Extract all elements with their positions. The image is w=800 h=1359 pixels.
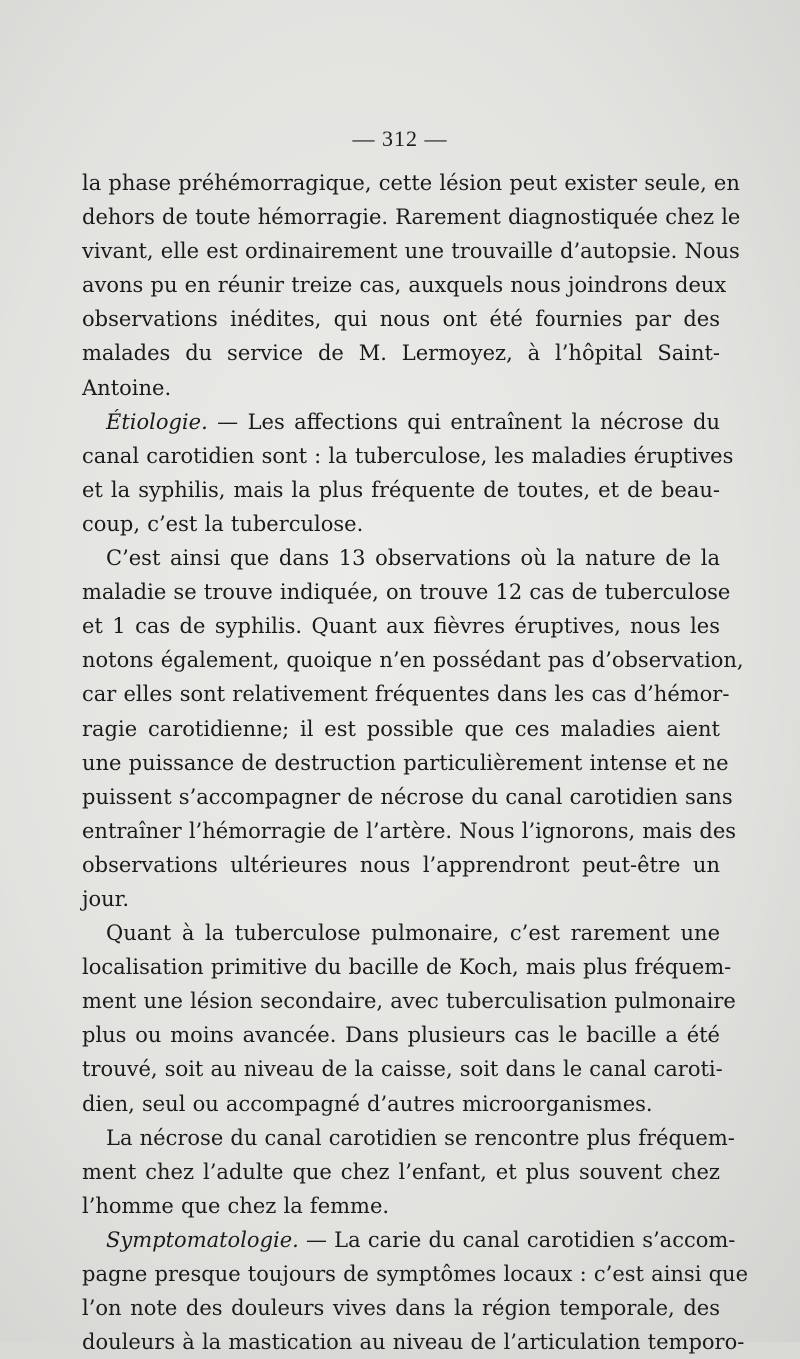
text-line: trouvé, soit au niveau de la caisse, soit dans le canal caroti- [82,1057,723,1082]
text-line: douleurs à la mastication au niveau de l’articulation temporo- [82,1330,745,1355]
body-text [82,166,748,1359]
text-line: car elles sont relativement fréquentes dans les cas d’hémor- [82,682,730,707]
text-line: La nécrose du canal carotidien se rencontre plus fréquem- [106,1125,735,1150]
text-line: vivant, elle est ordinairement une trouvaille d’autopsie. Nous [82,239,740,264]
text-line: observations inédites, qui nous ont été fournies par des [82,307,720,332]
text-line: maladie se trouve indiquée, on trouve 12 cas de tuberculose [82,580,731,605]
text-line: avons pu en réunir treize cas, auxquels nous joindrons deux [82,273,727,298]
text-line: pagne presque toujours de symptômes locaux : c’est ainsi que [82,1262,748,1286]
text-line: canal carotidien sont : la tuberculose, les maladies éruptives [82,443,734,468]
text-line: une puissance de destruction particulièrement intense et ne [82,750,729,775]
section-etiologie [82,405,720,439]
section-heading-symptomatologie: Symptomatologie. [106,1227,299,1252]
text-line: et 1 cas de syphilis. Quant aux fièvres éruptives, nous les [82,614,720,639]
text-line: ment une lésion secondaire, avec tuberculisation pulmonaire [82,989,736,1014]
text-line: plus ou moins avancée. Dans plusieurs cas le bacille a été [82,1023,720,1048]
text-line: la phase préhémorragique, cette lésion peut exister seule, en [82,171,740,195]
section-heading-symptomatologie-rest: — La carie du canal carotidien s’accom- [298,1227,736,1252]
text-line: dehors de toute hémorragie. Rarement diagnostiquée chez le [82,205,741,230]
text-line: Quant à la tuberculose pulmonaire, c’est rarement une [106,921,720,946]
text-line: jour. [82,886,130,911]
text-line: malades du service de M. Lermoyez, à l’hôpital Saint- [82,341,720,366]
text-line: l’homme que chez la femme. [82,1193,390,1218]
text-line: dien, seul ou accompagné d’autres microorganismes. [82,1091,653,1116]
text-line: coup, c’est la tuberculose. [82,511,364,536]
text-line: et la syphilis, mais la plus fréquente de toutes, et de beau- [82,477,720,502]
section-heading-etiologie-rest: — Les affections qui entraînent la nécrose du [207,409,720,434]
text-line: l’on note des douleurs vives dans la région temporale, des [82,1296,720,1321]
text-line: C’est ainsi que dans 13 observations où la nature de la [106,546,720,571]
section-heading-etiologie: Étiologie. [106,409,208,434]
section-symptomatologie [82,1223,736,1257]
page-number: — 312 — [352,126,448,151]
text-line: notons également, quoique n’en possédant pas d’observation, [82,648,744,673]
text-line: entraîner l’hémorragie de l’artère. Nous l’ignorons, mais des [82,818,737,843]
text-line: localisation primitive du bacille de Koch, mais plus fréquem- [82,955,732,980]
text-line: Antoine. [82,375,172,400]
text-line: ment chez l’adulte que chez l’enfant, et plus souvent chez [82,1159,720,1184]
text-line: observations ultérieures nous l’apprendront peut-être un [82,852,720,877]
text-line: ragie carotidienne; il est possible que ces maladies aient [82,716,720,741]
text-line: puissent s’accompagner de nécrose du canal carotidien sans [82,784,733,809]
